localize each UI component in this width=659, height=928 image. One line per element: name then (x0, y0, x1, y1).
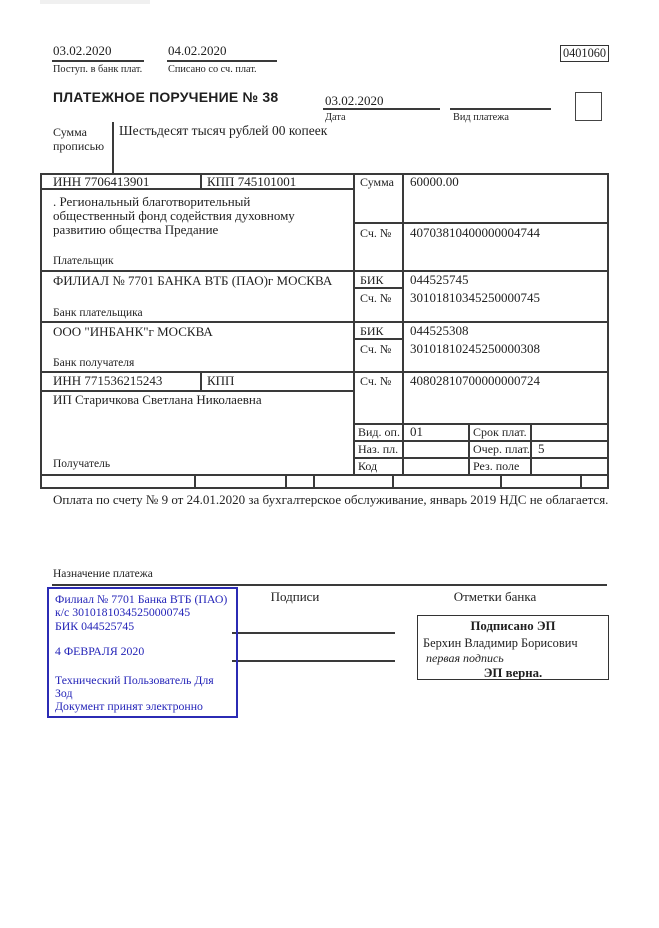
payer-name-line: общественный фонд содействия духовному (53, 208, 295, 223)
table-border (40, 270, 608, 272)
esign-title: Подписано ЭП (470, 619, 556, 633)
table-border (40, 487, 608, 489)
strip-divider (500, 474, 502, 488)
bank-stamp (47, 587, 238, 718)
payer-bank-bik: 044525745 (410, 272, 469, 287)
stamp-bik: БИК 044525745 (55, 618, 135, 633)
stamp-date: 4 ФЕВРАЛЯ 2020 (55, 644, 145, 659)
table-border (40, 474, 608, 476)
amount-words-label-1: Сумма (53, 125, 87, 139)
esign-subtitle: первая подпись (426, 651, 504, 665)
payee-name: ИП Старичкова Светлана Николаевна (53, 392, 262, 407)
signature-line-2 (232, 660, 395, 662)
stamp-accepted-line: Документ принят электронно (55, 699, 203, 714)
payment-purpose-text: Оплата по счету № 9 от 24.01.2020 за бухгалтерское обслуживание, январь 2019 НДС не облагается. (53, 492, 609, 507)
date-label: Дата (325, 112, 346, 123)
debited-date: 04.02.2020 (168, 43, 227, 58)
priority-value: 5 (538, 441, 545, 456)
payee-bank-account-label: Сч. № (360, 342, 392, 356)
payee-bank-name: ООО "ИНБАНК"г МОСКВА (53, 324, 213, 339)
payer-bank-name: ФИЛИАЛ № 7701 БАНКА ВТБ (ПАО)г МОСКВА (53, 273, 333, 288)
date-underline (323, 108, 440, 110)
payment-type-underline (450, 108, 551, 110)
payee-section-label: Получатель (53, 458, 111, 470)
table-border (40, 173, 42, 489)
payer-name-line: развитию общества Предание (53, 222, 219, 237)
table-border (353, 338, 402, 340)
code-label: Код (358, 459, 378, 473)
esign-name: Берхин Владимир Борисович (423, 636, 578, 650)
payee-bank-bik-label: БИК (360, 324, 384, 338)
payer-bank-account-label: Сч. № (360, 291, 392, 305)
table-border (200, 371, 202, 390)
payee-account-label: Сч. № (360, 374, 392, 388)
received-date-underline (52, 60, 144, 62)
payment-type-label: Вид платежа (453, 112, 509, 123)
amount-words-label-2: прописью (53, 139, 105, 153)
table-border (353, 222, 608, 224)
esignature-box (417, 615, 609, 680)
stamp-corr-account: к/с 30101810345250000745 (55, 605, 191, 620)
payee-bank-section-label: Банк получателя (53, 357, 135, 369)
reserve-field-label: Рез. поле (473, 459, 520, 473)
strip-divider (392, 474, 394, 488)
table-border (468, 423, 470, 474)
scan-artifact (40, 0, 150, 4)
op-type-value: 01 (410, 424, 423, 439)
priority-label: Очер. плат. (473, 442, 530, 456)
strip-divider (580, 474, 582, 488)
payer-kpp: КПП 745101001 (207, 174, 297, 189)
amount-in-words-value: Шестьдесят тысяч рублей 00 копеек (119, 123, 328, 138)
payer-name-line: . Региональный благотворительный (53, 194, 251, 209)
form-code-box: 0401060 (560, 45, 609, 62)
payment-type-box (575, 92, 602, 121)
debited-label: Списано со сч. плат. (168, 64, 257, 75)
debited-date-underline (167, 60, 277, 62)
payer-account: 40703810400000004744 (410, 225, 540, 240)
table-border (607, 173, 609, 489)
sum-value: 60000.00 (410, 174, 459, 189)
stamp-bank-name: Филиал № 7701 Банка ВТБ (ПАО) (55, 592, 228, 606)
strip-divider (313, 474, 315, 488)
payer-bank-section-label: Банк плательщика (53, 307, 143, 319)
due-date-label: Срок плат. (473, 425, 527, 439)
footer-separator-line (52, 584, 607, 586)
table-border (353, 173, 355, 474)
signatures-heading: Подписи (270, 589, 320, 604)
document-date: 03.02.2020 (325, 93, 384, 108)
signature-line-1 (232, 632, 395, 634)
stamp-user-line: Технический Пользователь Для (55, 672, 214, 687)
stamp-user-line: Зод (55, 686, 73, 701)
payee-bank-bik: 044525308 (410, 323, 469, 338)
op-type-label: Вид. оп. (358, 425, 400, 439)
payee-account: 40802810700000000724 (410, 373, 540, 388)
received-in-bank-label: Поступ. в банк плат. (53, 64, 143, 75)
table-border (200, 173, 202, 188)
payee-bank-account: 30101810245250000308 (410, 341, 540, 356)
table-border (402, 173, 404, 474)
payee-inn: ИНН 771536215243 (53, 373, 163, 388)
table-border (530, 423, 532, 474)
payee-kpp: КПП (207, 373, 235, 388)
payer-bank-account: 30101810345250000745 (410, 290, 540, 305)
payment-purpose-label: Назначение платежа (53, 568, 153, 580)
strip-divider (285, 474, 287, 488)
amount-words-divider (112, 122, 114, 173)
payer-bank-bik-label: БИК (360, 273, 384, 287)
sum-label: Сумма (360, 175, 394, 189)
payer-inn: ИНН 7706413901 (53, 174, 150, 189)
table-border (40, 321, 608, 323)
strip-divider (194, 474, 196, 488)
payer-section-label: Плательщик (53, 255, 114, 267)
document-title: ПЛАТЕЖНОЕ ПОРУЧЕНИЕ № 38 (53, 89, 279, 105)
table-border (353, 287, 402, 289)
esign-verified: ЭП верна. (483, 666, 543, 680)
payer-account-label: Сч. № (360, 226, 392, 240)
received-in-bank-date: 03.02.2020 (53, 43, 112, 58)
bank-marks-heading: Отметки банка (453, 589, 537, 604)
purpose-code-label: Наз. пл. (358, 442, 399, 456)
